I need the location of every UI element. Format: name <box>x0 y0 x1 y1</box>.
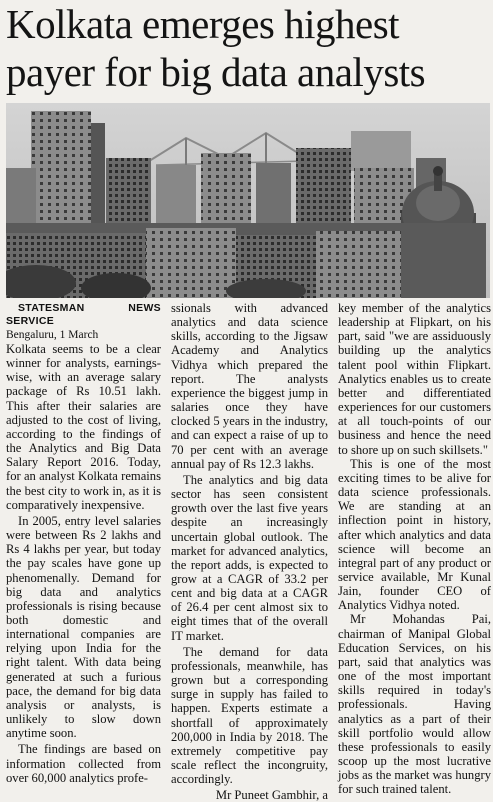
headline-line-2: payer for big data analysts <box>6 49 426 95</box>
headline-line-1: Kolkata emerges highest <box>6 1 400 47</box>
paragraph-1: Kolkata seems to be a clear winner for analysts, earnings-wise, with an average salary package of Rs 10.51 lakh. This after their salaries are adjusted to the cost of living, according to the findings of the Analytics and Big Data Salary Report 2016. Today, for an analyst Kolkata remains the best city to work in, as it is comparatively inexpensive. <box>6 342 161 512</box>
paragraph-7: This is one of the most exciting times to be alive for data science professionals. We are standing at an inflection point in history, after which analytics and data science will become an integral part of any product or service available, Mr Kunal Jain, founder CEO of Analytics Vidhya noted. <box>338 456 491 613</box>
paragraph-4: The analytics and big data sector has seen consistent growth over the last five years despite an increasingly uncertain global outlook. The market for advanced analytics, the report adds, is expected to grow at a CAGR of 33.2 per cent and big data at a CAGR of 26.4 per cent almost six to eight times that of the overall IT market. <box>171 472 328 643</box>
byline: STATESMAN NEWS SERVICE <box>6 302 161 327</box>
paragraph-3-start: The findings are based on information collected from over 60,000 analytics profe- <box>6 742 161 785</box>
article-column-3 <box>338 301 491 796</box>
paragraph-6-cont: key member of the analytics leadership at Flipkart, on his part, said "we are assiduously building up the analytics talent pool within Flipkart. Analytics enables us to create better and differentiated experiences for our customers at all touch-points of our business and hence the need to shore up on such skillsets." <box>338 301 491 457</box>
paragraph-5: The demand for data professionals, meanwhile, has grown but a corresponding surge in supply has failed to happen. Experts estimate a shortfall of approximately 200,000 in India by 2018. The extremely competitive pay scale reflect the incongruity, accordingly. <box>171 644 328 787</box>
dateline: Bengaluru, 1 March <box>6 329 99 341</box>
paragraph-6-start: Mr Puneet Gambhir, a <box>215 788 328 802</box>
headline <box>6 0 488 96</box>
city-skyline-photo <box>6 103 490 298</box>
article-column-2 <box>171 301 328 802</box>
article-column-1 <box>6 302 161 785</box>
paragraph-2: In 2005, entry level salaries were between Rs 2 lakhs and Rs 4 lakhs per year, but today the pay scales have gone up phenomenally. Demand for big data and analytics professionals is rising because both domestic and international companies are relying upon India for the right talent. With data being generated at such a furious pace, the demand for big data analysis or analysts, is unlikely to slow down anytime soon. <box>6 513 161 741</box>
paragraph-3-cont: ssionals with advanced analytics and data science skills, according to the Jigsaw Academy and Analytics Vidhya which prepared the report. The analysts experience the biggest jump in salaries once they have clocked 5 years in the industry, and can expect a raise of up to 70 per cent with an average annual pay of Rs 12.3 lakhs. <box>171 301 328 471</box>
paragraph-8: Mr Mohandas Pai, chairman of Manipal Global Education Services, on his part, said that analytics was one of the most important skills required in today's professionals. Having analytics as a part of their skill portfolio would allow these professionals to easily scoop up the most lucrative jobs as the market was hungry for such trained talent. <box>338 612 491 797</box>
